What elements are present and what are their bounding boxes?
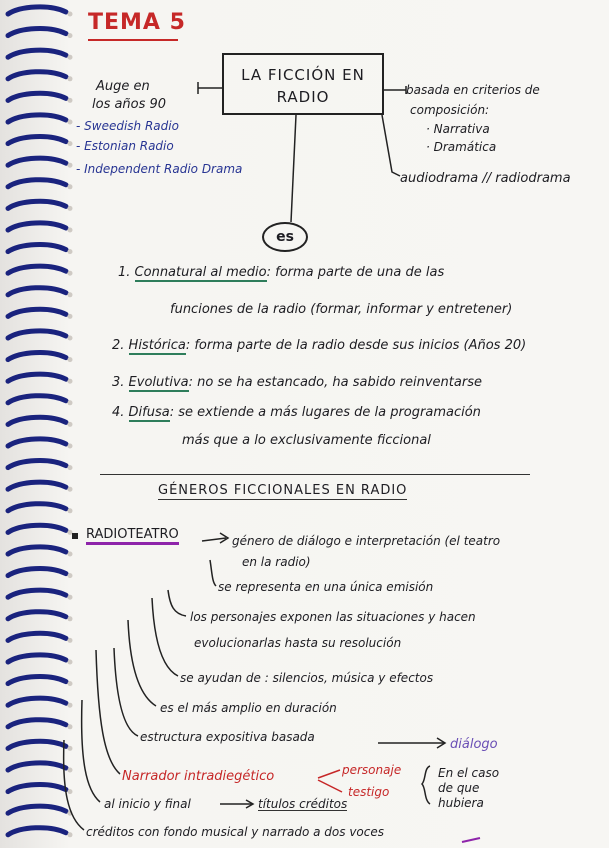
char-1-term: Connatural al medio — [134, 265, 267, 280]
char-3-term: Evolutiva — [128, 375, 189, 390]
dialogo-label: diálogo — [450, 737, 498, 752]
radioteatro-point: se ayudan de : silencios, música y efectos — [180, 671, 434, 685]
inicio-label: al inicio y final — [104, 797, 191, 811]
right-note-item: · Dramática — [426, 140, 497, 154]
char-4-num: 4. — [112, 405, 125, 420]
char-2-term: Histórica — [128, 338, 186, 353]
genres-heading: GÉNEROS FICCIONALES EN RADIO — [158, 483, 408, 498]
char-2-num: 2. — [112, 338, 125, 353]
right-note-line2: composición: — [410, 103, 490, 117]
page-title: TEMA 5 — [88, 10, 186, 35]
radioteatro-point: los personajes exponen las situaciones y hacen — [190, 610, 476, 624]
radioteatro-point: estructura expositiva basada — [140, 730, 315, 744]
char-3-text: : no se ha estancado, ha sabido reinventarse — [188, 375, 482, 390]
char-4-line2: más que a lo exclusivamente ficcional — [182, 433, 431, 448]
left-note-item: - Independent Radio Drama — [76, 162, 243, 176]
radioteatro-point: es el más amplio en duración — [160, 701, 337, 715]
testigo-label: testigo — [348, 785, 390, 799]
left-note-line1: Auge en — [96, 79, 150, 94]
creditos-label: créditos con fondo musical y narrado a dos voces — [86, 825, 385, 839]
right-note-line1: basada en criterios de — [406, 83, 540, 97]
left-note-item: - Estonian Radio — [76, 139, 174, 153]
narrador-label: Narrador intradiegético — [122, 769, 275, 784]
char-2-text: : forma parte de la radio desde sus inicios (Años 20) — [185, 338, 527, 353]
audiodrama-note: audiodrama // radiodrama — [400, 171, 571, 186]
char-4-term: Difusa — [128, 405, 170, 420]
radioteatro-def1: género de diálogo e interpretación (el teatro — [232, 534, 501, 548]
radioteatro-label: RADIOTEATRO — [86, 528, 179, 545]
char-1-text: : forma parte de una de las — [266, 265, 445, 280]
caso-line: En el caso — [438, 766, 500, 780]
char-3-num: 3. — [112, 375, 125, 390]
caso-line: hubiera — [438, 796, 484, 810]
es-bubble: es — [262, 222, 308, 252]
caso-line: de que — [438, 781, 480, 795]
personaje-label: personaje — [342, 763, 402, 777]
radioteatro-point: evolucionarlas hasta su resolución — [194, 636, 402, 650]
char-1-line2: funciones de la radio (formar, informar y entretener) — [170, 302, 513, 317]
left-note-item: - Sweedish Radio — [76, 119, 179, 133]
left-note-line2: los años 90 — [92, 97, 167, 112]
right-note-item: · Narrativa — [426, 122, 490, 136]
char-4-text: : se extiende a más lugares de la programación — [169, 405, 481, 420]
central-box-line1: LA FICCIÓN EN — [241, 66, 365, 84]
radioteatro-def2: en la radio) — [242, 555, 311, 569]
titulos-label: títulos créditos — [258, 797, 348, 811]
char-1-num: 1. — [118, 265, 131, 280]
central-box-line2: RADIO — [276, 88, 330, 106]
radioteatro-point: se representa en una única emisión — [218, 580, 434, 594]
